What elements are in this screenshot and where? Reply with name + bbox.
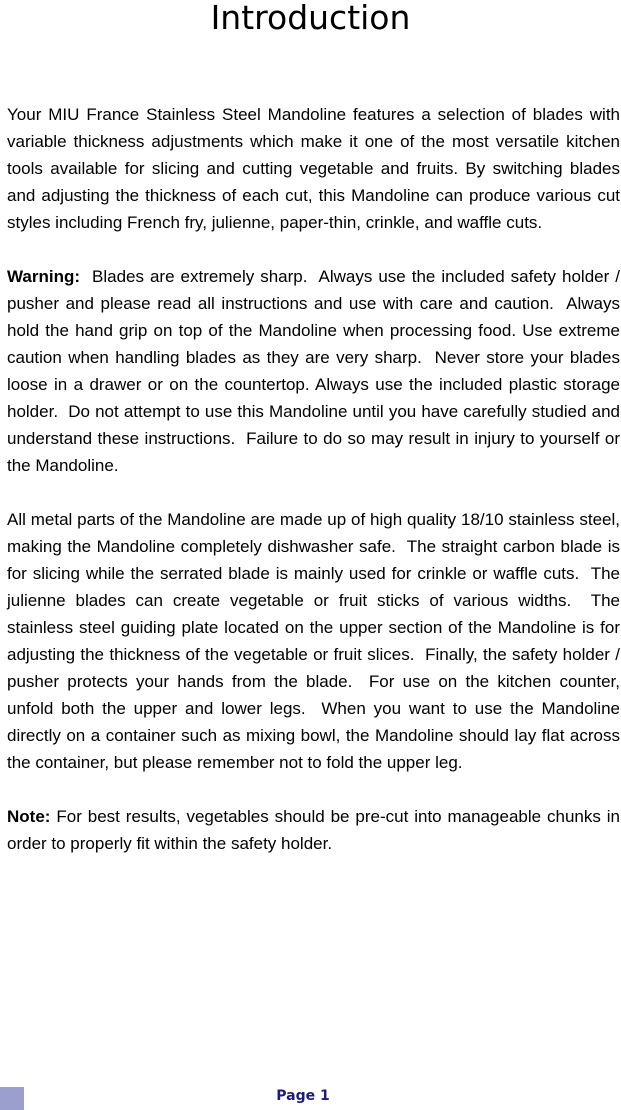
warning-paragraph <box>7 263 620 479</box>
intro-paragraph <box>7 101 620 236</box>
metal-parts-text: All metal parts of the Mandoline are made up of high quality 18/10 stainless steel, making the Mandoline completely dishwasher safe. The straight carbon blade is for slicing while the serrated blade is mainly used for crinkle or waffle cuts. The julienne blades can create vegetable or fruit sticks of various widths. The stainless steel guiding plate located on the upper section of the Mandoline is for adjusting the thickness of the vegetable or fruit slices. Finally, the safety holder / pusher protects your hands from the blade. For use on the kitchen counter, unfold both the upper and lower legs. When you want to use the Mandoline directly on a container such as mixing bowl, the Mandoline should lay flat across the container, but please remember not to fold the upper leg. <box>7 510 620 772</box>
warning-text: Blades are extremely sharp. Always use the included safety holder / pusher and please read all instructions and use with care and caution. Always hold the hand grip on top of the Mandoline when processing food. Use extreme caution when handling blades as they are very sharp. Never store your blades loose in a drawer or on the countertop. Always use the included plastic storage holder. Do not attempt to use this Mandoline until you have carefully studied and understand these instructions. Failure to do so may result in injury to yourself or the Mandoline. <box>7 267 620 475</box>
page-number: Page 1 <box>276 1088 330 1104</box>
document-body <box>7 101 620 884</box>
note-text: For best results, vegetables should be pre-cut into manageable chunks in order to properly fit within the safety holder. <box>7 807 620 853</box>
note-paragraph <box>7 803 620 857</box>
metal-parts-paragraph <box>7 506 620 776</box>
intro-text: Your MIU France Stainless Steel Mandoline features a selection of blades with variable thickness adjustments which make it one of the most versatile kitchen tools available for slicing and cutting vegetable and fruits. By switching blades and adjusting the thickness of each cut, this Mandoline can produce various cut styles including French fry, julienne, paper-thin, crinkle, and waffle cuts. <box>7 105 620 232</box>
note-label: Note: <box>7 807 51 826</box>
warning-label: Warning: <box>7 267 81 286</box>
page-title: Introduction <box>210 0 411 37</box>
